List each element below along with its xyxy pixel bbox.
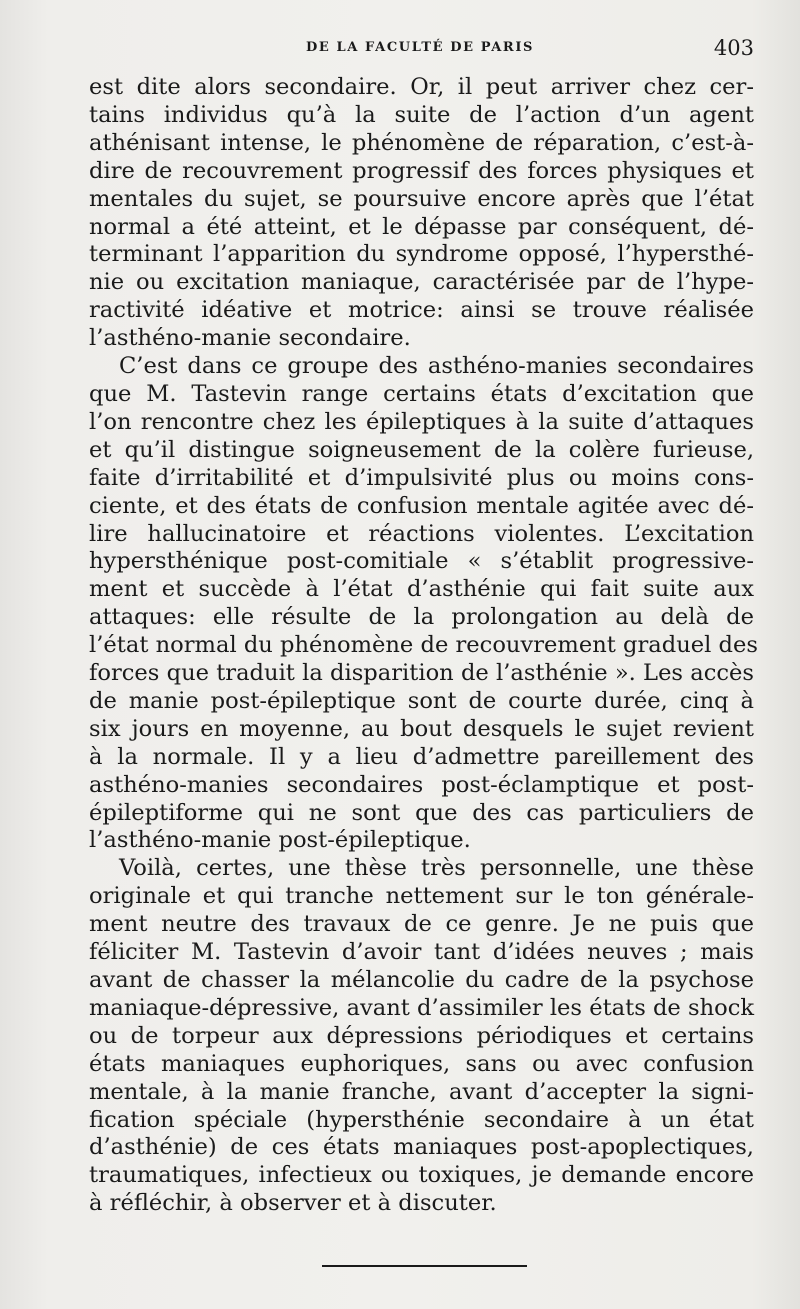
text-line: athénisant intense, le phénomène de réparation, c’est-à-	[89, 129, 754, 156]
text-line: attaques: elle résulte de la prolongation au delà de	[89, 604, 754, 631]
text-line: est dite alors secondaire. Or, il peut arriver chez cer-	[89, 74, 754, 100]
text-line: C’est dans ce groupe des asthéno-manies secondaires	[119, 353, 754, 380]
text-line: épileptiforme qui ne sont que des cas particuliers de	[89, 799, 754, 826]
text-line: terminant l’apparition du syndrome opposé, l’hypersthé-	[89, 241, 754, 268]
body-text	[89, 74, 758, 1218]
text-line: Voilà, certes, une thèse très personnelle, une thèse	[119, 855, 754, 882]
text-line: ment neutre des travaux de ce genre. Je ne puis que	[89, 911, 754, 938]
text-line: hypersthénique post-comitiale « s’établit progressive-	[89, 548, 754, 575]
page-number: 403	[713, 36, 754, 60]
text-line: féliciter M. Tastevin d’avoir tant d’idées neuves ; mais	[89, 939, 754, 966]
text-line: dire de recouvrement progressif des forces physiques et	[89, 157, 754, 184]
text-line: forces que traduit la disparition de l’asthénie ». Les accès	[89, 660, 754, 687]
text-line: originale et qui tranche nettement sur le ton générale-	[89, 883, 754, 910]
running-head	[86, 36, 754, 64]
text-line: l’asthéno-manie post-épileptique.	[89, 827, 471, 854]
text-line: à la normale. Il y a lieu d’admettre pareillement des	[89, 743, 754, 770]
text-line: à réfléchir, à observer et à discuter.	[89, 1190, 497, 1217]
text-line: états maniaques euphoriques, sans ou avec confusion	[89, 1050, 754, 1077]
text-line: fication spéciale (hypersthénie secondaire à un état	[89, 1106, 754, 1133]
text-line: avant de chasser la mélancolie du cadre de la psychose	[89, 967, 754, 993]
text-line: six jours en moyenne, au bout desquels le sujet revient	[89, 715, 754, 742]
text-line: l’asthéno-manie secondaire.	[89, 325, 411, 352]
text-line: mentales du sujet, se poursuive encore après que l’état	[89, 185, 754, 212]
text-line: d’asthénie) de ces états maniaques post-apoplectiques,	[89, 1134, 754, 1161]
text-line: de manie post-épileptique sont de courte durée, cinq à	[89, 687, 754, 714]
closing-rule	[322, 1265, 527, 1267]
text-line: l’état normal du phénomène de recouvrement graduel des	[89, 632, 758, 659]
running-head-title: DE LA FACULTÉ DE PARIS	[306, 40, 534, 55]
text-line: normal a été atteint, et le dépasse par conséquent, dé-	[89, 213, 754, 240]
text-line: maniaque-dépressive, avant d’assimiler les états de shock	[89, 994, 755, 1021]
text-line: ment et succède à l’état d’asthénie qui fait suite aux	[89, 576, 754, 603]
text-line: que M. Tastevin range certains états d’excitation que	[89, 380, 754, 407]
text-line: lire hallucinatoire et réactions violentes. L’excitation	[89, 520, 754, 547]
text-line: ou de torpeur aux dépressions périodiques et certains	[89, 1022, 754, 1049]
text-line: ciente, et des états de confusion mentale agitée avec dé-	[89, 492, 754, 519]
text-line: et qu’il distingue soigneusement de la colère furieuse,	[89, 436, 754, 463]
text-line: asthéno-manies secondaires post-éclamptique et post-	[89, 771, 754, 798]
text-line: ractivité idéative et motrice: ainsi se trouve réalisée	[89, 297, 754, 324]
text-line: mentale, à la manie franche, avant d’accepter la signi-	[89, 1078, 754, 1105]
text-line: tains individus qu’à la suite de l’action d’un agent	[89, 101, 754, 128]
text-line: l’on rencontre chez les épileptiques à la suite d’attaques	[89, 408, 754, 435]
text-line: nie ou excitation maniaque, caractérisée par de l’hype-	[89, 269, 754, 296]
text-line: traumatiques, infectieux ou toxiques, je demande encore	[89, 1162, 754, 1189]
text-line: faite d’irritabilité et d’impulsivité plus ou moins cons-	[89, 464, 754, 491]
